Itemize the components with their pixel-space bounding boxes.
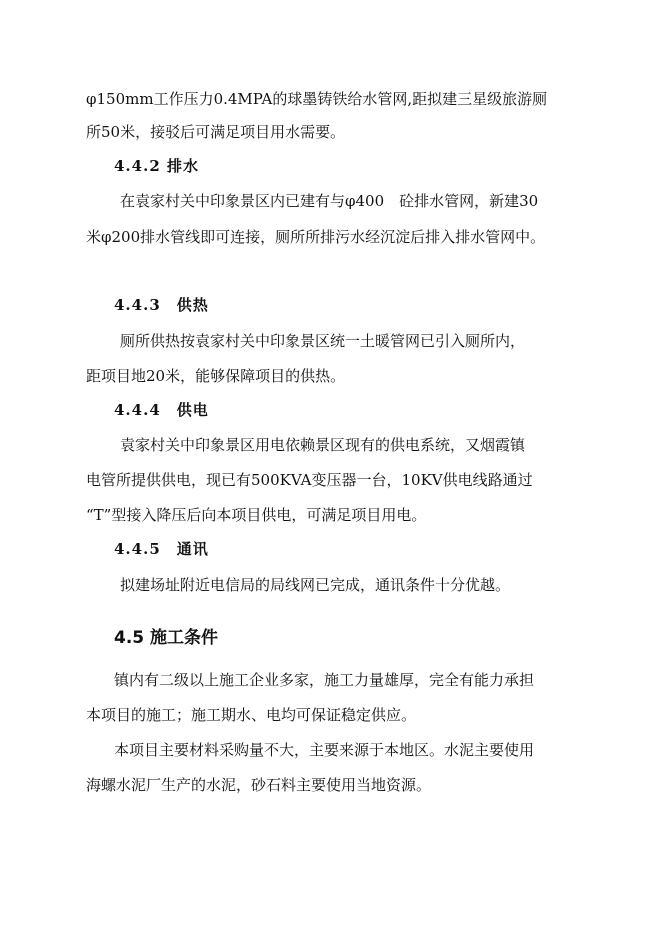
construction-text-line-4: 海螺水泥厂生产的水泥，砂石料主要使用当地资源。 — [86, 776, 432, 794]
water-supply-text-line-1: φ150mm工作压力0.4MPA的球墨铸铁给水管网,距拟建三星级旅游厕 — [86, 90, 548, 108]
section-heading-heating: 4.4.3 供热 — [114, 296, 209, 314]
section-heading-construction-conditions: 4.5 施工条件 — [114, 628, 219, 648]
section-heading-drainage: 4.4.2 排水 — [114, 157, 199, 175]
construction-text-line-2: 本项目的施工；施工期水、电均可保证稳定供应。 — [86, 706, 417, 724]
construction-text-line-3: 本项目主要材料采购量不大，主要来源于本地区。水泥主要使用 — [114, 741, 535, 759]
power-text-line-3: “T”型接入降压后向本项目供电，可满足项目用电。 — [86, 506, 427, 524]
construction-text-line-1: 镇内有二级以上施工企业多家，施工力量雄厚，完全有能力承担 — [114, 671, 535, 689]
power-text-line-2: 电管所提供供电，现已有500KVA变压器一台，10KV供电线路通过 — [86, 471, 533, 489]
drainage-text-line-2: 米φ200排水管线即可连接，厕所所排污水经沉淀后排入排水管网中。 — [86, 228, 546, 246]
water-supply-text-line-2: 所50米，接驳后可满足项目用水需要。 — [86, 123, 346, 141]
telecom-text-line-1: 拟建场址附近电信局的局线网已完成，通讯条件十分优越。 — [120, 576, 511, 594]
power-text-line-1: 袁家村关中印象景区用电依赖景区现有的供电系统，又烟霞镇 — [120, 436, 526, 454]
section-heading-telecom: 4.4.5 通讯 — [114, 540, 209, 558]
heating-text-line-2: 距项目地20米，能够保障项目的供热。 — [86, 367, 346, 385]
drainage-text-line-1: 在袁家村关中印象景区内已建有与φ400 砼排水管网，新建30 — [120, 192, 539, 210]
heating-text-line-1: 厕所供热按袁家村关中印象景区统一土暖管网已引入厕所内， — [120, 332, 526, 350]
section-heading-power: 4.4.4 供电 — [114, 401, 209, 419]
